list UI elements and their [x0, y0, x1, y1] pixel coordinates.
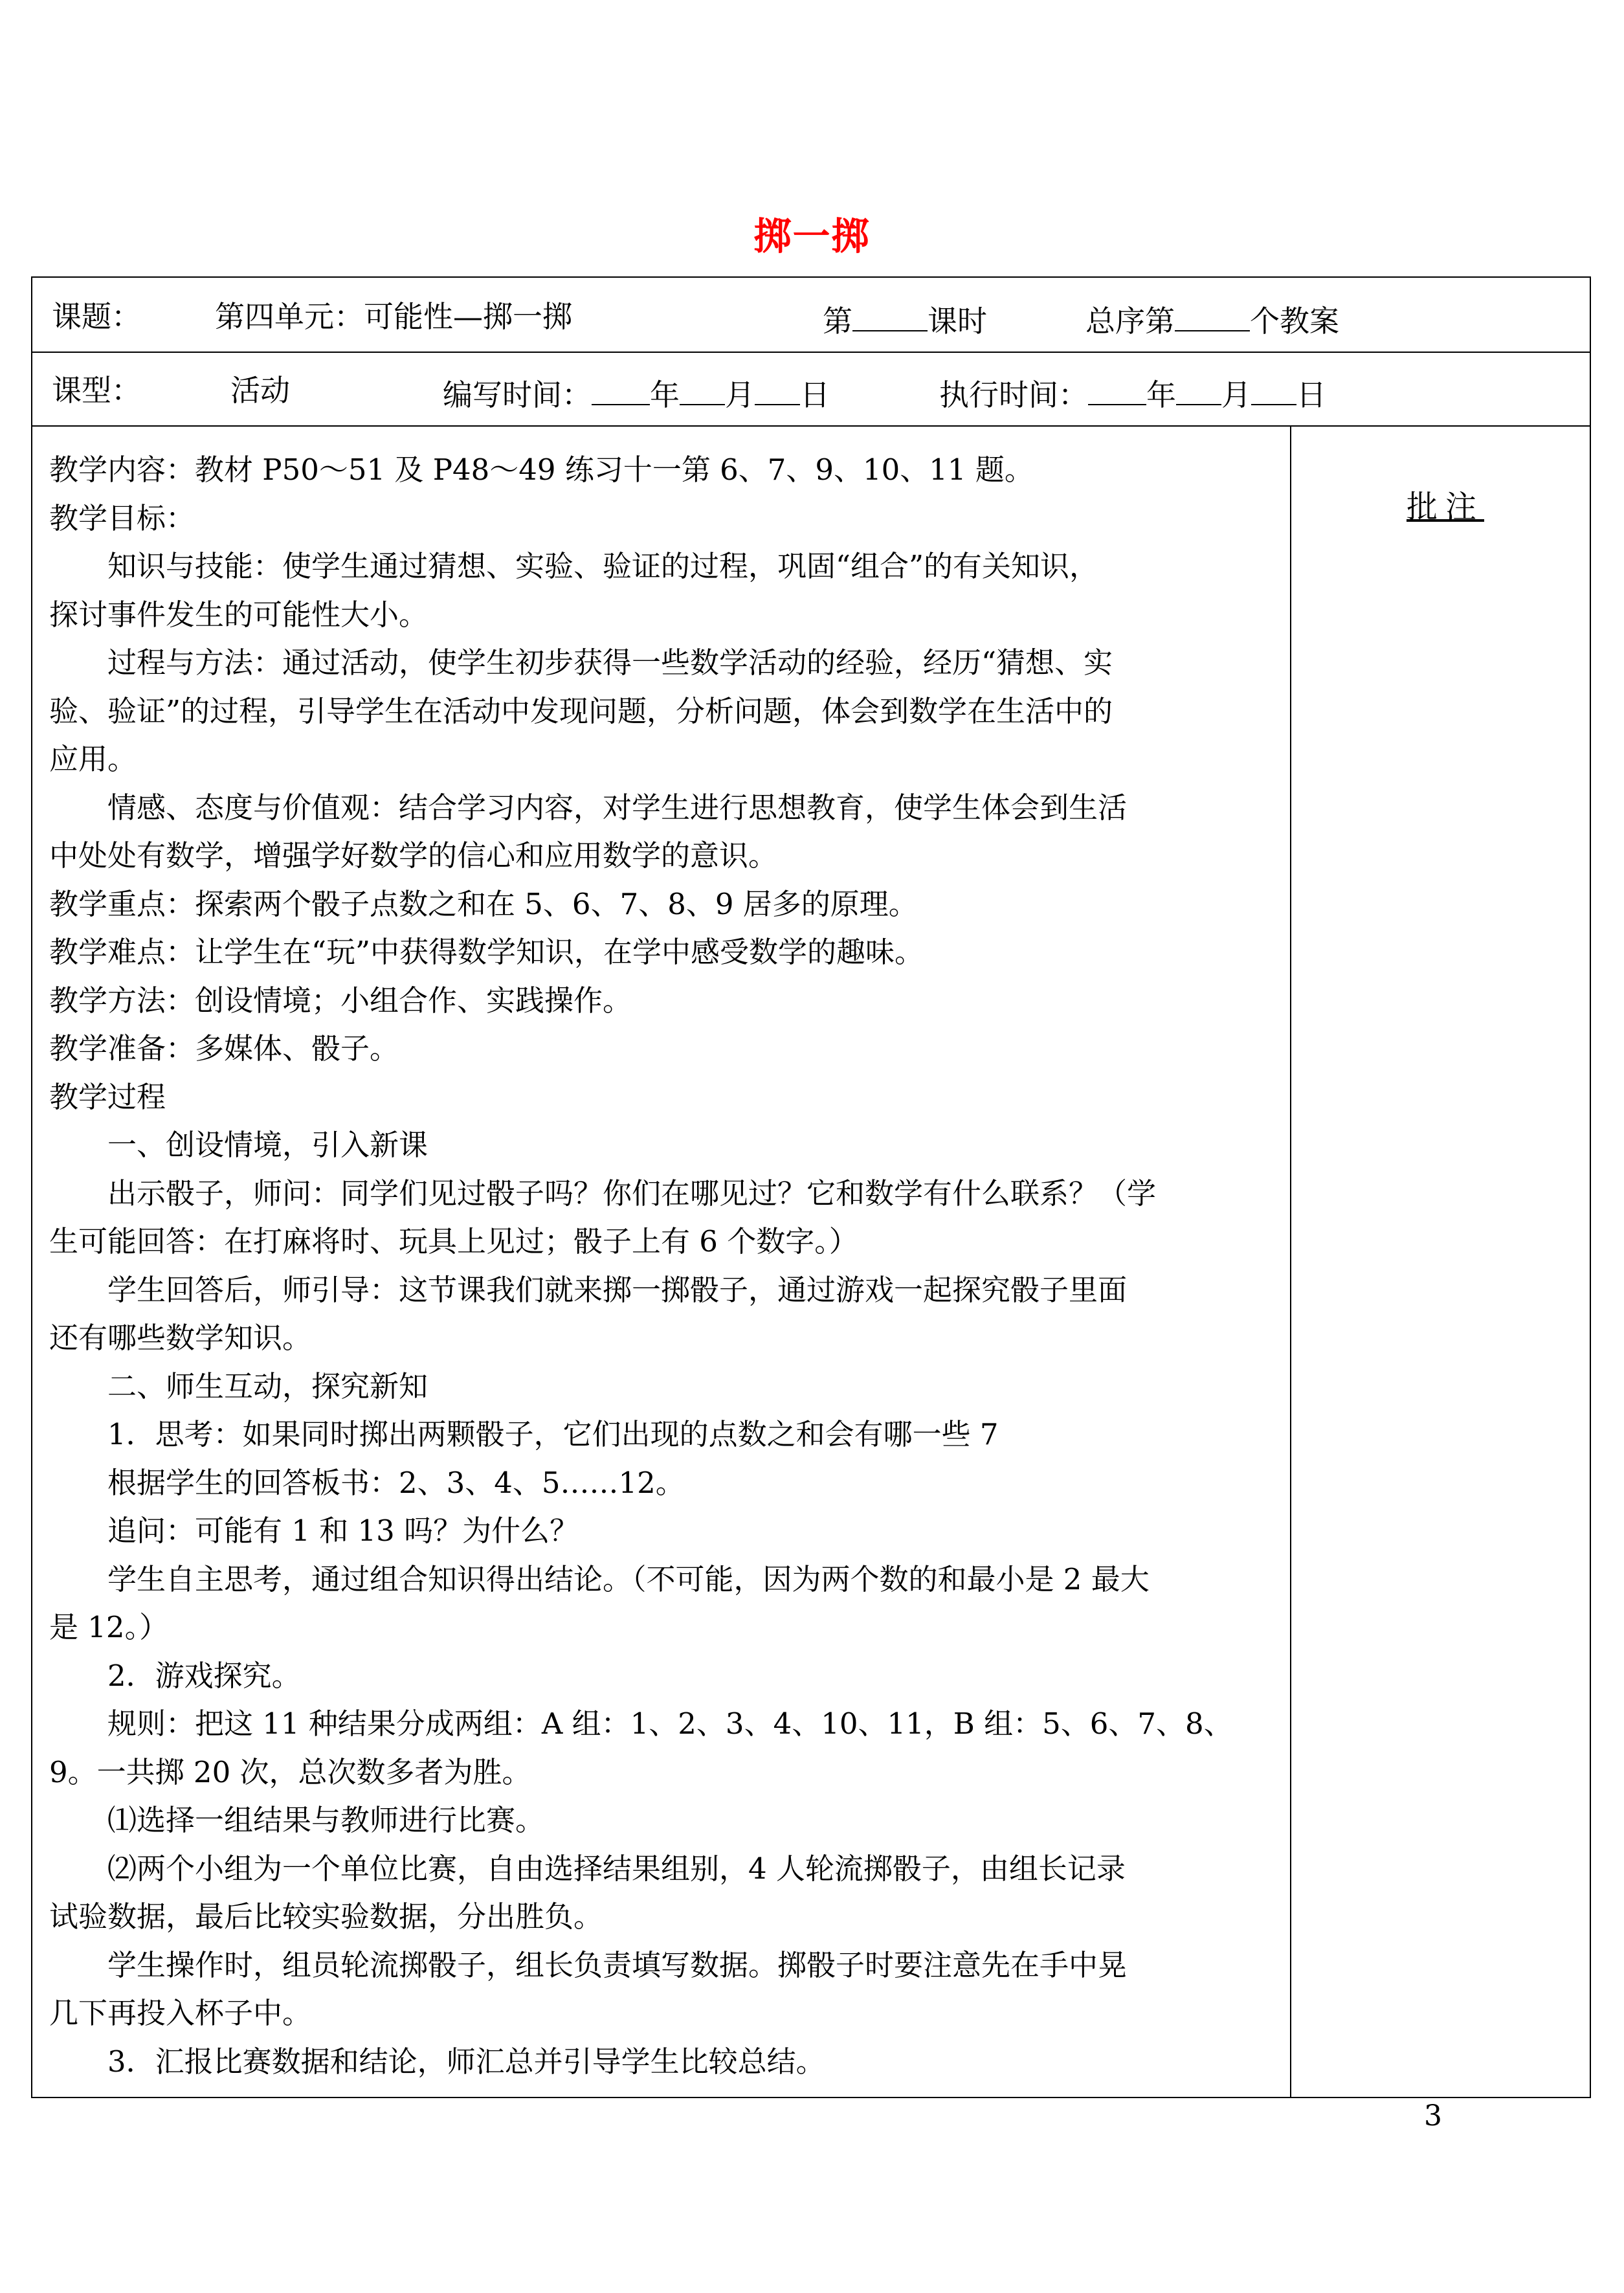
content-line: ⑴选择一组结果与教师进行比赛。: [107, 1803, 545, 1837]
exec-day-blank: [1251, 375, 1296, 405]
lesson-plan-table: [31, 276, 1591, 2098]
content-line: 学生自主思考，通过组合知识得出结论。（不可能，因为两个数的和最小是 2 最大: [107, 1561, 1150, 1596]
topic-label: 课题：: [52, 299, 141, 334]
content-line: 应用。: [49, 742, 137, 776]
write-year-blank: [592, 375, 650, 405]
lesson-suffix: 课时: [928, 304, 987, 339]
exec-time-label: 执行时间：: [939, 377, 1088, 412]
order-suffix: 个教案: [1250, 304, 1339, 339]
content-line: 是 12。）: [49, 1610, 169, 1644]
write-day-blank: [755, 375, 800, 405]
content-line: 情感、态度与价值观：结合学习内容，对学生进行思想教育，使学生体会到生活: [107, 790, 1128, 825]
content-line: ⑵两个小组为一个单位比赛，自由选择结果组别，4 人轮流掷骰子，由组长记录: [107, 1851, 1126, 1886]
order-prefix: 总序第: [1085, 304, 1175, 339]
content-line: 生可能回答：在打麻将时、玩具上见过；骰子上有 6 个数字。）: [49, 1224, 858, 1258]
content-line: 试验数据，最后比较实验数据，分出胜负。: [49, 1899, 603, 1934]
content-line: 教学重点：探索两个骰子点数之和在 5、6、7、8、9 居多的原理。: [49, 886, 918, 921]
content-line: 教学难点：让学生在“玩”中获得数学知识，在学中感受数学的趣味。: [49, 935, 924, 969]
content-line: 3．汇报比赛数据和结论，师汇总并引导学生比较总结。: [107, 2044, 825, 2079]
exec-day-unit: 日: [1296, 377, 1326, 412]
content-line: 2．游戏探究。: [107, 1658, 301, 1693]
content-line: 一、创设情境，引入新课: [107, 1128, 428, 1162]
write-year-unit: 年: [650, 377, 680, 412]
exec-year-unit: 年: [1146, 377, 1176, 412]
document-title: 掷一掷: [753, 214, 871, 258]
lesson-prefix: 第: [823, 304, 852, 339]
write-month-blank: [680, 375, 725, 405]
page-number: 3: [1424, 2099, 1442, 2132]
content-line: 教学方法：创设情境；小组合作、实践操作。: [49, 983, 632, 1018]
order-blank: [1175, 302, 1250, 331]
content-line: 根据学生的回答板书：2、3、4、5……12。: [107, 1465, 685, 1500]
content-line: 还有哪些数学知识。: [49, 1321, 312, 1355]
content-line: 教学内容：教材 P50～51 及 P48～49 练习十一第 6、7、9、10、11 题。: [49, 453, 1034, 487]
content-line: 出示骰子，师问：同学们见过骰子吗？你们在哪见过？它和数学有什么联系？（学: [107, 1176, 1157, 1211]
type-label: 课型：: [52, 373, 141, 408]
write-month-unit: 月: [725, 377, 755, 412]
annotation-heading: 批注: [1406, 489, 1484, 525]
exec-time-field: [939, 375, 1326, 410]
content-line: 学生回答后，师引导：这节课我们就来掷一掷骰子，通过游戏一起探究骰子里面: [107, 1272, 1128, 1307]
content-line: 追问：可能有 1 和 13 吗？为什么？: [107, 1514, 579, 1548]
topic-value: 第四单元：可能性—掷一掷: [215, 299, 572, 334]
row-divider: [32, 352, 1590, 353]
content-line: 教学准备：多媒体、骰子。: [49, 1031, 399, 1066]
content-line: 学生操作时，组员轮流掷骰子，组长负责填写数据。掷骰子时要注意先在手中晃: [107, 1947, 1128, 1982]
content-line: 知识与技能：使学生通过猜想、实验、验证的过程，巩固“组合”的有关知识，: [107, 549, 1099, 583]
content-line: 9。一共掷 20 次，总次数多者为胜。: [49, 1754, 531, 1789]
lesson-number-field: [823, 302, 987, 339]
order-number-field: [1085, 302, 1339, 339]
write-day-unit: 日: [800, 377, 830, 412]
row-divider: [32, 425, 1590, 427]
content-line: 1．思考：如果同时掷出两颗骰子，它们出现的点数之和会有哪一些 7: [107, 1417, 999, 1451]
type-value: 活动: [230, 373, 290, 408]
exec-month-blank: [1176, 375, 1221, 405]
write-time-label: 编写时间：: [443, 377, 592, 412]
content-line: 规则：把这 11 种结果分成两组：A 组：1、2、3、4、10、11，B 组：5、6、7、8、: [107, 1706, 1233, 1741]
content-line: 探讨事件发生的可能性大小。: [49, 597, 428, 632]
write-time-field: [443, 375, 830, 410]
exec-year-blank: [1088, 375, 1146, 405]
content-line: 过程与方法：通过活动，使学生初步获得一些数学活动的经验，经历“猜想、实: [107, 645, 1113, 680]
content-line: 教学过程: [49, 1079, 166, 1114]
content-line: 二、师生互动，探究新知: [107, 1369, 428, 1404]
content-line: 中处处有数学，增强学好数学的信心和应用数学的意识。: [49, 838, 778, 873]
content-line: 教学目标：: [49, 500, 195, 535]
content-line: 验、验证”的过程，引导学生在活动中发现问题，分析问题，体会到数学在生活中的: [49, 693, 1113, 728]
lesson-blank: [852, 302, 928, 331]
lesson-content: [49, 446, 1298, 2086]
content-line: 几下再投入杯子中。: [49, 1996, 312, 2030]
exec-month-unit: 月: [1221, 377, 1251, 412]
